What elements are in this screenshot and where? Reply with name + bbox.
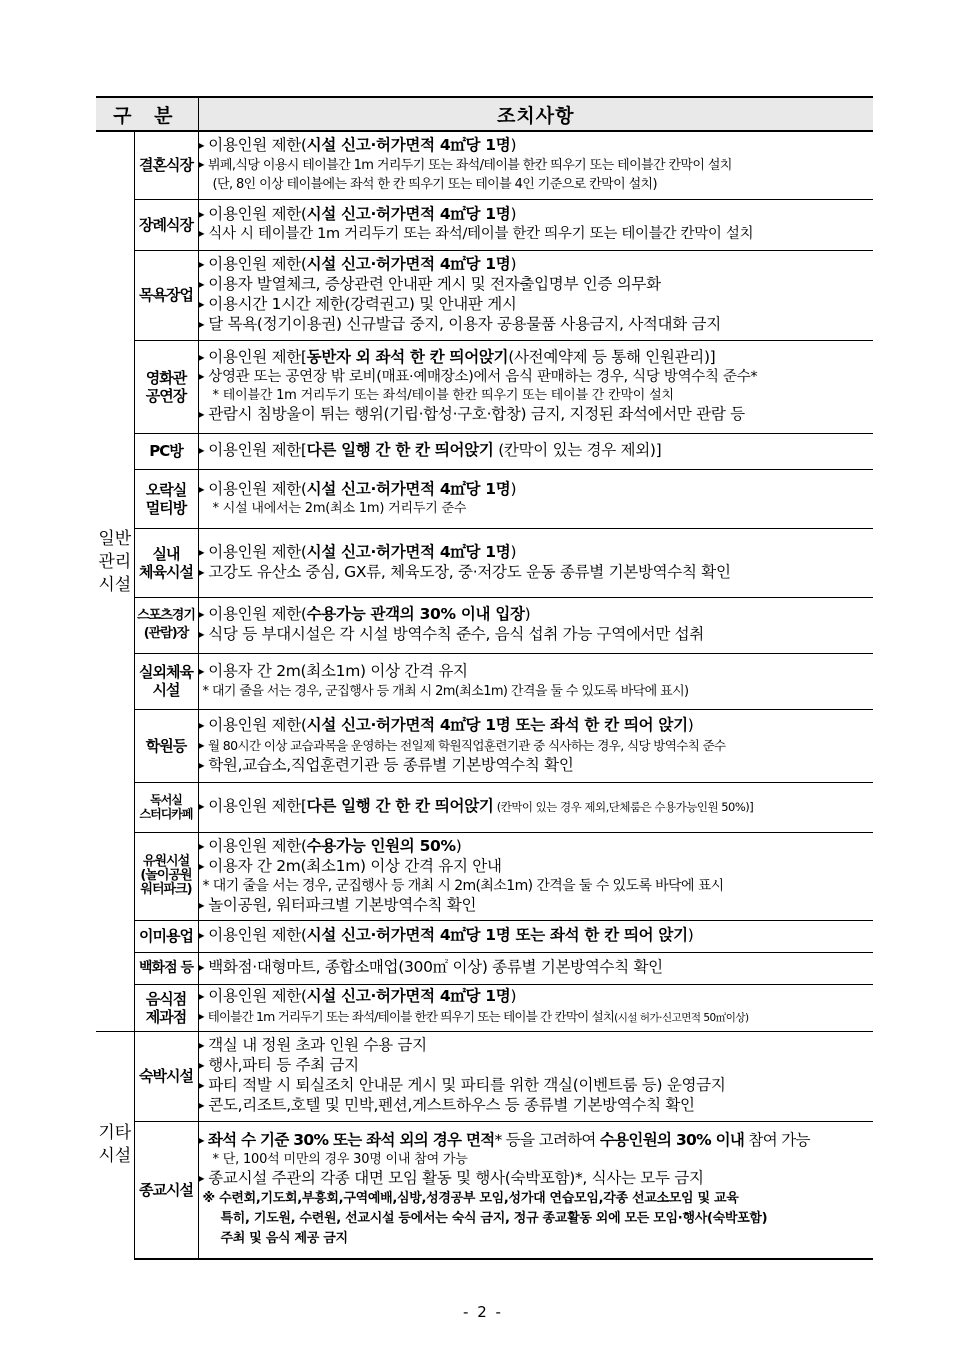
text-fragment: ) bbox=[510, 205, 517, 223]
text-fragment: 수용인원의 30% 이내 bbox=[599, 1130, 745, 1149]
measure-line: 주최 및 음식 제공 금지 bbox=[220, 1230, 348, 1246]
table-cell bbox=[96, 199, 134, 250]
text-fragment: 이용인원 제한[ bbox=[208, 797, 307, 815]
text-fragment: * 등을 고려하여 bbox=[494, 1130, 600, 1149]
text-fragment: 이용인원 제한( bbox=[208, 255, 307, 273]
measure-line: ▸ 행사,파티 등 주최 금지 bbox=[199, 1056, 874, 1076]
text-fragment: ) bbox=[687, 926, 694, 944]
text-fragment: ) bbox=[510, 479, 517, 498]
facility-lodging: 숙박시설 bbox=[134, 1031, 198, 1121]
group-other: 기타 시설 bbox=[96, 1031, 134, 1259]
text-fragment: ) bbox=[524, 605, 531, 623]
page-number: - 2 - bbox=[463, 1303, 503, 1321]
table-cell bbox=[96, 250, 134, 340]
text-fragment: 시설 신고·허가면적 4㎡당 1명 bbox=[306, 479, 511, 498]
table-row bbox=[96, 653, 873, 709]
text-fragment: (사전예약제 등 통해 인원관리)] bbox=[508, 348, 716, 366]
table-row bbox=[96, 597, 873, 653]
text-fragment: 이용인원 제한( bbox=[208, 715, 307, 734]
measure-line bbox=[199, 255, 874, 275]
facility-karaoke: 오락실 멀티방 bbox=[134, 469, 198, 528]
table-row bbox=[96, 528, 873, 597]
measure-line: ▸ 객실 내 정원 초과 인원 수용 금지 bbox=[199, 1036, 874, 1056]
measure-line: * 시설 내에서는 2m(최소 1m) 거리두기 준수 bbox=[212, 500, 467, 516]
table-cell bbox=[96, 920, 134, 952]
text-fragment: ) bbox=[687, 715, 694, 734]
facility-restaurant: 음식점 제과점 bbox=[134, 984, 198, 1031]
text-fragment: 시설 신고·허가면적 4㎡당 1명 bbox=[306, 542, 511, 561]
table-row bbox=[96, 1031, 873, 1121]
text-fragment: 이용인원 제한( bbox=[208, 987, 307, 1005]
table-cell bbox=[96, 782, 134, 832]
text-fragment: 이용인원 제한( bbox=[208, 605, 307, 623]
measure-line: ▸ 이용자 간 2m(최소1m) 이상 간격 유지 안내 bbox=[199, 857, 874, 877]
text-fragment: 이용인원 제한( bbox=[208, 542, 307, 561]
measures-table bbox=[96, 96, 873, 1260]
facility-outdoor-sports: 실외체육 시설 bbox=[134, 653, 198, 709]
facility-reading: 독서실 스터디카페 bbox=[134, 782, 198, 832]
measure-line: * 대기 줄을 서는 경우, 군집행사 등 개최 시 2m(최소1m) 간격을 둘 수 있도록 바닥에 표시) bbox=[202, 683, 689, 699]
table-row bbox=[96, 1121, 873, 1259]
table-row bbox=[96, 832, 873, 920]
text-fragment: 동반자 외 좌석 한 칸 띄어앉기 bbox=[306, 348, 509, 366]
measure-line bbox=[199, 543, 874, 563]
measure-line bbox=[199, 136, 874, 156]
measure-line: (단, 8인 이상 테이블에는 좌석 한 칸 띄우기 또는 테이블 4인 기준으로 칸막이 설치) bbox=[212, 177, 657, 193]
table-cell bbox=[96, 433, 134, 469]
table-cell bbox=[96, 597, 134, 653]
measure-line: ▸ 월 80시간 이상 교습과목을 운영하는 전일제 학원직업훈련기관 중 식사하는 경우, 식당 방역수칙 준수 bbox=[199, 736, 874, 756]
table-cell bbox=[96, 340, 134, 433]
text-fragment: 좌석 수 기준 30% 또는 좌석 외의 경우 면적 bbox=[207, 1130, 495, 1149]
measure-line bbox=[199, 926, 874, 946]
measure-line bbox=[199, 1131, 874, 1151]
table-header bbox=[96, 97, 873, 131]
measure-line bbox=[199, 348, 874, 368]
measure-line: ▸ 식사 시 테이블간 1m 거리두기 또는 좌석/테이블 한칸 띄우기 또는 테이블간 칸막이 설치 bbox=[199, 225, 874, 244]
table-row bbox=[96, 340, 873, 433]
measure-line: * 대기 줄을 서는 경우, 군집행사 등 개최 시 2m(최소1m) 간격을 둘 수 있도록 바닥에 표시 bbox=[202, 877, 724, 894]
table-cell bbox=[96, 469, 134, 528]
measure-line: ※ 수련회,기도회,부흥회,구역예배,심방,성경공부 모임,성가대 연습모임,각종 선교소모임 및 교육 bbox=[202, 1190, 739, 1206]
facility-amusement: 유원시설 (놀이공원 워터파크) bbox=[134, 832, 198, 920]
facility-cinema: 영화관 공연장 bbox=[134, 340, 198, 433]
table-row bbox=[96, 709, 873, 782]
facility-pc: PC방 bbox=[134, 433, 198, 469]
text-fragment: 시설 신고·허가면적 4㎡당 1명 또는 좌석 한 칸 띄어 앉기 bbox=[306, 715, 688, 734]
measure-line: ▸ 달 목욕(정기이용권) 신규발급 중지, 이용자 공용물품 사용금지, 사적대화 금지 bbox=[199, 315, 874, 335]
measure-line bbox=[199, 1007, 874, 1028]
facility-department: 백화점 등 bbox=[134, 952, 198, 984]
measure-line: ▸ 관람시 침방울이 튀는 행위(기립·합성·구호·합창) 금지, 지정된 좌석에서만 관람 등 bbox=[199, 405, 874, 425]
text-fragment: ) bbox=[510, 542, 517, 561]
facility-bath: 목욕장업 bbox=[134, 250, 198, 340]
facility-academy: 학원등 bbox=[134, 709, 198, 782]
measure-line bbox=[199, 480, 874, 500]
facility-funeral: 장례식장 bbox=[134, 199, 198, 250]
text-fragment: 이용인원 제한( bbox=[208, 136, 307, 155]
table-cell bbox=[96, 832, 134, 920]
text-fragment: 수용가능 관객의 30% 이내 입장 bbox=[306, 605, 525, 623]
text-fragment: 이용인원 제한( bbox=[208, 926, 307, 944]
measure-line: ▸ 식당 등 부대시설은 각 시설 방역수칙 준수, 음식 섭취 가능 구역에서만 섭취 bbox=[199, 625, 874, 645]
table-cell bbox=[96, 709, 134, 782]
measure-line: ▸ 파티 적발 시 퇴실조치 안내문 게시 및 파티를 위한 객실(이벤트룸 등) 운영금지 bbox=[199, 1076, 874, 1096]
table-cell bbox=[96, 984, 134, 1031]
text-fragment: 시설 신고·허가면적 4㎡당 1명 bbox=[306, 205, 511, 223]
measure-line: ▸ 상영관 또는 공연장 밖 로비(매표·예매장소)에서 음식 판매하는 경우, 식당 방역수칙 준수* bbox=[199, 368, 874, 387]
table-row bbox=[96, 131, 873, 199]
text-fragment: 시설 신고·허가면적 4㎡당 1명 bbox=[306, 136, 511, 155]
measure-line: 특히, 기도원, 수련원, 선교시설 등에서는 숙식 금지, 정규 종교활동 외에 모든 모임·행사(숙박포함) bbox=[220, 1210, 768, 1226]
measure-line: ▸ 콘도,리조트,호텔 및 민박,펜션,게스트하우스 등 종류별 기본방역수칙 확인 bbox=[199, 1096, 874, 1116]
table-cell bbox=[96, 131, 134, 199]
measure-line bbox=[199, 837, 874, 857]
facility-wedding: 결혼식장 bbox=[134, 131, 198, 199]
text-fragment: 시설 신고·허가면적 4㎡당 1명 bbox=[306, 987, 511, 1005]
measure-line bbox=[199, 605, 874, 625]
measure-line: ▸ 고강도 유산소 중심, GX류, 체육도장, 중·저강도 운동 종류별 기본방역수칙 확인 bbox=[199, 563, 874, 583]
table-cell bbox=[96, 952, 134, 984]
text-fragment: (칸막이 있는 경우 제외)] bbox=[493, 441, 662, 459]
text-fragment: 이용인원 제한( bbox=[208, 836, 307, 855]
measure-line: ▸ 이용자 간 2m(최소1m) 이상 간격 유지 bbox=[199, 662, 874, 682]
measure-line bbox=[199, 716, 874, 736]
facility-indoor-sports: 실내 체육시설 bbox=[134, 528, 198, 597]
header-measures: 조치사항 bbox=[198, 97, 873, 131]
text-fragment: (칸막이 있는 경우 제외,단체룸은 수용가능인원 50%)] bbox=[493, 800, 754, 814]
measure-line: ▸ 학원,교습소,직업훈련기관 등 종류별 기본방역수칙 확인 bbox=[199, 756, 874, 776]
text-fragment: ) bbox=[455, 836, 462, 855]
text-fragment: 테이블간 1m 거리두기 또는 좌석/테이블 한칸 띄우기 또는 테이블 간 칸막이 설치 bbox=[207, 1009, 615, 1024]
measure-line: ▸ 백화점·대형마트, 종합소매업(300㎡ 이상) 종류별 기본방역수칙 확인 bbox=[199, 958, 874, 978]
measure-line: ▸ 종교시설 주관의 각종 대면 모임 활동 및 행사(숙박포함)*, 식사는 모두 금지 bbox=[199, 1169, 874, 1189]
table-cell bbox=[96, 653, 134, 709]
facility-religion: 종교시설 bbox=[134, 1121, 198, 1259]
group-general: 일반 관리 시설 bbox=[96, 528, 134, 597]
table-row bbox=[96, 250, 873, 340]
text-fragment: 시설 신고·허가면적 4㎡당 1명 bbox=[306, 255, 511, 273]
text-fragment: 이용인원 제한( bbox=[208, 479, 307, 498]
text-fragment: 다른 일행 간 한 칸 띄어앉기 bbox=[306, 441, 494, 459]
text-fragment: 이용인원 제한[ bbox=[208, 348, 307, 366]
table-row bbox=[96, 469, 873, 528]
measure-line bbox=[199, 441, 874, 461]
text-fragment: 수용가능 인원의 50% bbox=[306, 836, 456, 855]
text-fragment: ) bbox=[510, 255, 517, 273]
measure-line bbox=[199, 205, 874, 225]
table-row bbox=[96, 782, 873, 832]
measure-line: * 테이블간 1m 거리두기 또는 좌석/테이블 한칸 띄우기 또는 테이블 간 칸막이 설치 bbox=[212, 388, 674, 403]
measure-line: ▸ 이용자 발열체크, 증상관련 안내판 게시 및 전자출입명부 인증 의무화 bbox=[199, 275, 874, 295]
text-fragment: ) bbox=[510, 987, 517, 1005]
table-row bbox=[96, 920, 873, 952]
table-row bbox=[96, 433, 873, 469]
text-fragment: 다른 일행 간 한 칸 띄어앉기 bbox=[306, 797, 494, 815]
measure-line: * 단, 100석 미만의 경우 30명 이내 참여 가능 bbox=[212, 1151, 468, 1167]
text-fragment: (시설 허가·신고면적 50㎡이상) bbox=[614, 1012, 749, 1024]
text-fragment: 시설 신고·허가면적 4㎡당 1명 또는 좌석 한 칸 띄어 앉기 bbox=[306, 926, 688, 944]
text-fragment: ) bbox=[510, 136, 517, 155]
text-fragment: 참여 가능 bbox=[744, 1130, 810, 1149]
measure-line: ▸ 이용시간 1시간 제한(강력권고) 및 안내판 게시 bbox=[199, 295, 874, 315]
table-row bbox=[96, 199, 873, 250]
measure-line bbox=[199, 987, 874, 1007]
measure-line bbox=[199, 797, 874, 817]
measure-line: ▸ 뷔페,식당 이용시 테이블간 1m 거리두기 또는 좌석/테이블 한칸 띄우기 또는 테이블간 칸막이 설치 bbox=[199, 156, 874, 175]
text-fragment: 이용인원 제한( bbox=[208, 205, 307, 223]
facility-stadium: 스포츠경기 (관람)장 bbox=[134, 597, 198, 653]
text-fragment: 이용인원 제한[ bbox=[208, 441, 307, 459]
measure-line: ▸ 놀이공원, 워터파크별 기본방역수칙 확인 bbox=[199, 896, 874, 916]
header-category: 구 분 bbox=[96, 97, 198, 131]
table-row bbox=[96, 984, 873, 1031]
table-row bbox=[96, 952, 873, 984]
facility-beauty: 이미용업 bbox=[134, 920, 198, 952]
